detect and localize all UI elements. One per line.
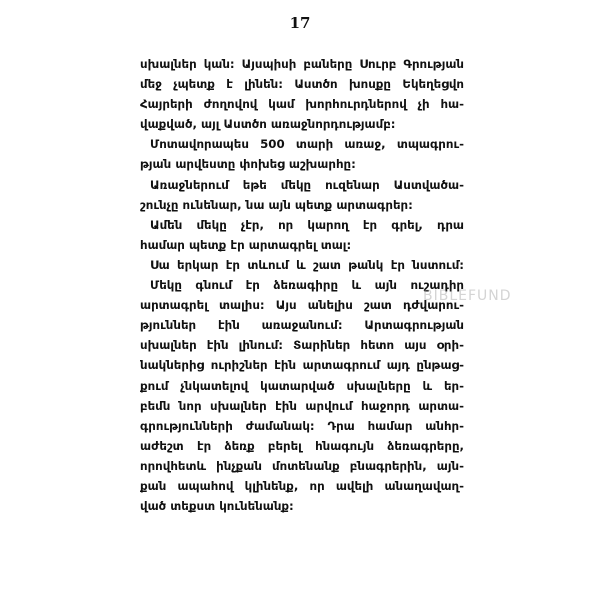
text-line: մեջ չպետք է լինեն: Աստծո խոսքը Եկեղեցվո bbox=[140, 77, 464, 92]
text-line: որովհետև ինչքան մոտենանք բնագրերին, այն- bbox=[140, 458, 464, 473]
text-line: համար պետք էր արտագրել տալ: bbox=[140, 237, 352, 252]
text-line: ված տեքստ կունենանք: bbox=[140, 499, 294, 514]
text-line: սխալներ էին լինում: Տարիներ հետո այս օրի- bbox=[140, 338, 464, 353]
text-line: աժեշտ էր ձեռք բերել հնագույն ձեռագրերը, bbox=[140, 438, 464, 453]
text-line: վաքված, այլ Աստծո առաջնորդությամբ: bbox=[140, 117, 396, 132]
text-line: քան ապահով կլինենք, որ ավելի անաղավաղ- bbox=[140, 478, 464, 493]
text-line: նակներից ուրիշներ էին արտագրում այդ ընթաց- bbox=[140, 358, 464, 373]
text-line: Առաջներում եթե մեկը ուզենար Աստվածա- bbox=[150, 177, 464, 192]
text-line: սխալներ կան: Այսպիսի բաները Սուրբ Գրության bbox=[140, 57, 464, 71]
text-line: գրությունների ժամանակ: Դրա համար անհր- bbox=[140, 418, 464, 433]
text-line: թյուններ էին առաջանում: Արտագրության bbox=[140, 318, 464, 333]
watermark: BIBLEFUND bbox=[423, 288, 512, 304]
text-line: շունչը ունենար, նա այն պետք արտագրեր: bbox=[140, 197, 413, 212]
text-line: Սա երկար էր տևում և շատ թանկ էր նստում: bbox=[150, 257, 464, 272]
text-line: արտագրել տալիս: Այս անելիս շատ դժվարու- bbox=[140, 298, 464, 313]
text-line: քում չնկատելով կատարված սխալները և եր- bbox=[140, 378, 464, 393]
text-line: Հայրերի ժողովով կամ խորհուրդներով չի հա- bbox=[140, 97, 464, 112]
text-line: թյան արվեստը փոխեց աշխարհը: bbox=[140, 157, 356, 172]
body-text bbox=[140, 54, 464, 516]
text-line: Մեկը գնում էր ձեռագիրը և այն ուշադիր bbox=[150, 278, 464, 293]
page-number: 17 bbox=[289, 14, 311, 32]
text-line: Մոտավորապես 500 տարի առաջ, տպագրու- bbox=[150, 137, 464, 152]
text-line: Ամեն մեկը չէր, որ կարող էր գրել, դրա bbox=[150, 217, 464, 232]
text-line: բեմն նոր սխալներ էին արվում հաջորդ արտա- bbox=[140, 398, 464, 413]
